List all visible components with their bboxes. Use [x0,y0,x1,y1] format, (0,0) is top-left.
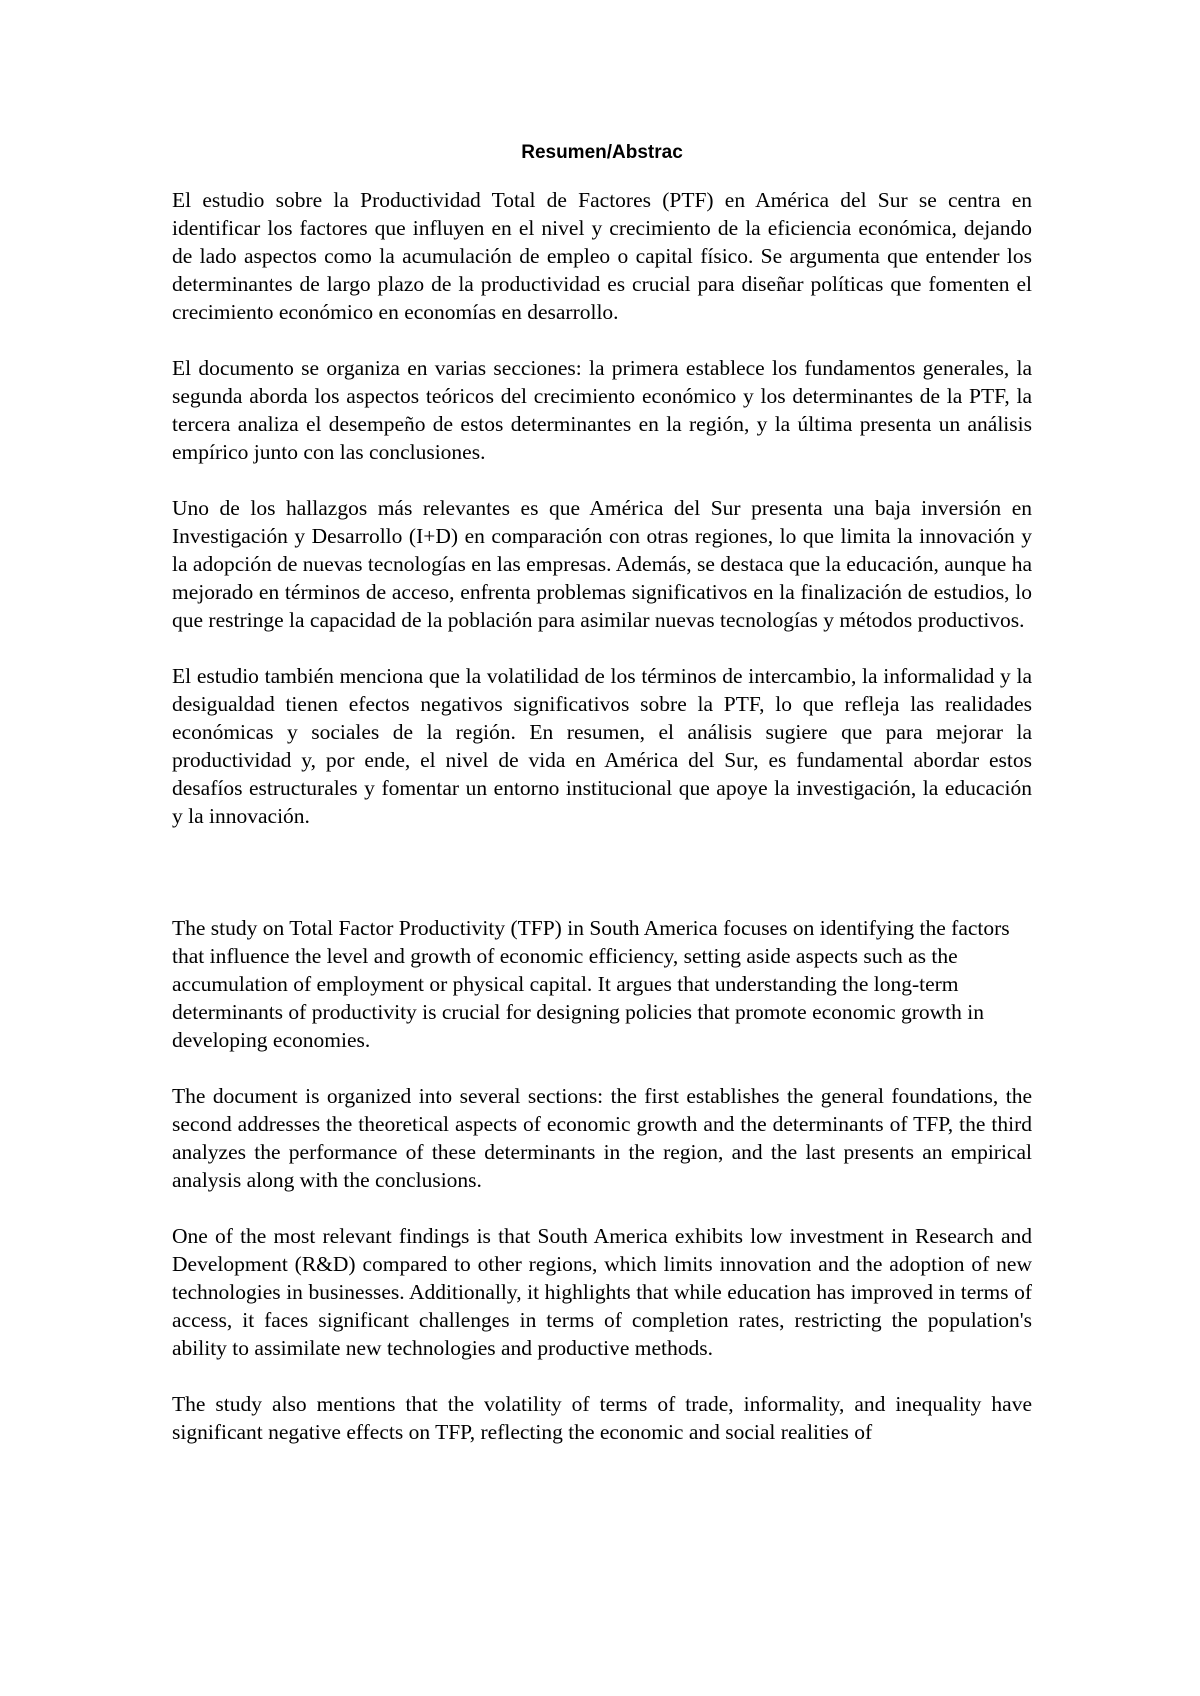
document-title: Resumen/Abstrac [521,142,683,163]
spanish-paragraph-3: Uno de los hallazgos más relevantes es que América del Sur presenta una baja inversión en Investigación y Desarrollo (I+D) en comparación con otras regiones, lo que limita la innovación y la adopción de nuevas tecnologías en las empresas. Además, se destaca que la educación, aunque ha mejorado en términos de acceso, enfrenta problemas significativos en la finalización de estudios, lo que restringe la capacidad de la población para asimilar nuevas tecnologías y métodos productivos. [172,496,1032,632]
english-paragraph-2: The document is organized into several sections: the first establishes the general foundations, the second addresses the theoretical aspects of economic growth and the determinants of TFP, the third analyzes the performance of these determinants in the region, and the last presents an empirical analysis along with the conclusions. [172,1084,1032,1192]
spanish-paragraph-4: El estudio también menciona que la volatilidad de los términos de intercambio, la informalidad y la desigualdad tienen efectos negativos significativos sobre la PTF, lo que refleja las realidades económicas y sociales de la región. En resumen, el análisis sugiere que para mejorar la productividad y, por ende, el nivel de vida en América del Sur, es fundamental abordar estos desafíos estructurales y fomentar un entorno institucional que apoye la investigación, la educación y la innovación. [172,664,1032,828]
english-paragraph-4: The study also mentions that the volatility of terms of trade, informality, and inequality have significant negative effects on TFP, reflecting the economic and social realities of [172,1392,1032,1444]
english-paragraph-1: The study on Total Factor Productivity (TFP) in South America focuses on identifying the factors that influence the level and growth of economic efficiency, setting aside aspects such as the accumulation of employment or physical capital. It argues that understanding the long-term determinants of productivity is crucial for designing policies that promote economic growth in developing economies. [172,916,1010,1052]
spanish-paragraph-1: El estudio sobre la Productividad Total de Factores (PTF) en América del Sur se centra en identificar los factores que influyen en el nivel y crecimiento de la eficiencia económica, dejando de lado aspectos como la acumulación de empleo o capital físico. Se argumenta que entender los determinantes de largo plazo de la productividad es crucial para diseñar políticas que fomenten el crecimiento económico en economías en desarrollo. [172,188,1032,324]
english-paragraph-3: One of the most relevant findings is that South America exhibits low investment in Research and Development (R&D) compared to other regions, which limits innovation and the adoption of new technologies in businesses. Additionally, it highlights that while education has improved in terms of access, it faces significant challenges in terms of completion rates, restricting the population's ability to assimilate new technologies and productive methods. [172,1224,1032,1360]
document-content [172,140,1032,1660]
section-spacer [172,858,1032,914]
spanish-paragraph-2: El documento se organiza en varias secciones: la primera establece los fundamentos generales, la segunda aborda los aspectos teóricos del crecimiento económico y los determinantes de la PTF, la tercera analiza el desempeño de estos determinantes en la región, y la última presenta un análisis empírico junto con las conclusiones. [172,356,1032,464]
